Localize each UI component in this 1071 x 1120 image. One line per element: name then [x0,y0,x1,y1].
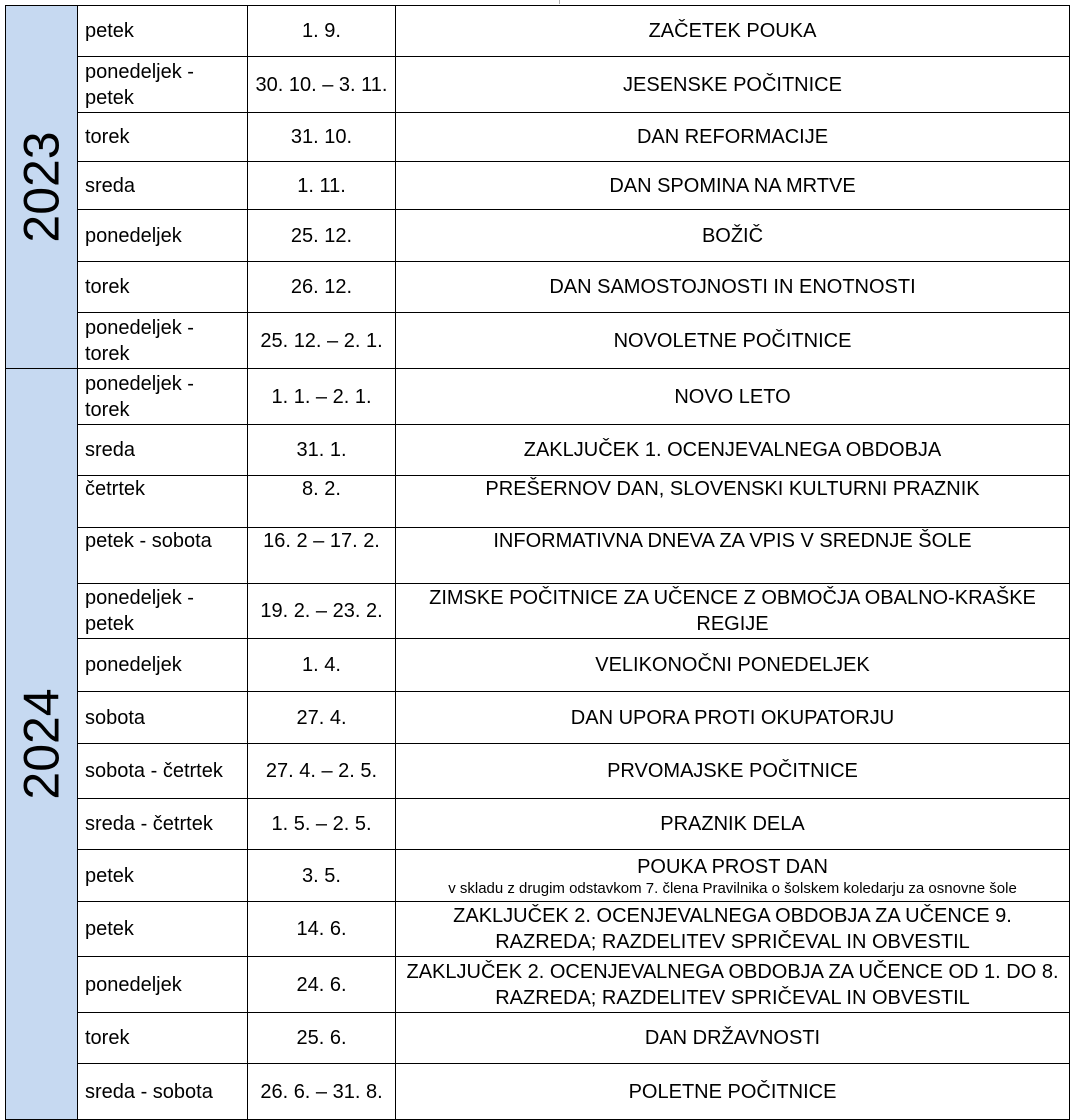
day-cell: petek [78,902,248,957]
date-cell: 1. 4. [248,639,396,692]
event-cell: ZAKLJUČEK 2. OCENJEVALNEGA OBDOBJA ZA UČENCE OD 1. DO 8. RAZREDA; RAZDELITEV SPRIČEVAL IN OBVESTIL [396,957,1070,1013]
school-calendar-table [5,5,1070,1120]
date-cell: 1. 9. [248,6,396,57]
day-cell: sreda [78,162,248,210]
table-row [6,313,1070,369]
day-cell: petek [78,6,248,57]
event-cell: PREŠERNOV DAN, SLOVENSKI KULTURNI PRAZNIK [396,476,1070,528]
event-cell [396,850,1070,902]
event-title: POUKA PROST DAN [637,856,828,878]
year-label: 2023 [13,131,70,243]
date-cell: 24. 6. [248,957,396,1013]
day-cell: četrtek [78,476,248,528]
date-cell: 14. 6. [248,902,396,957]
event-cell: NOVO LETO [396,369,1070,425]
date-cell: 31. 1. [248,425,396,476]
date-cell: 1. 11. [248,162,396,210]
date-cell: 19. 2. – 23. 2. [248,584,396,639]
table-row [6,902,1070,957]
day-cell: torek [78,262,248,313]
table-row [6,113,1070,162]
date-cell: 3. 5. [248,850,396,902]
day-cell: torek [78,1013,248,1064]
event-cell: ZIMSKE POČITNICE ZA UČENCE Z OBMOČJA OBALNO-KRAŠKE REGIJE [396,584,1070,639]
event-cell: ZAKLJUČEK 2. OCENJEVALNEGA OBDOBJA ZA UČENCE 9. RAZREDA; RAZDELITEV SPRIČEVAL IN OBVESTIL [396,902,1070,957]
event-cell: DAN REFORMACIJE [396,113,1070,162]
date-cell: 25. 12. – 2. 1. [248,313,396,369]
day-cell: sreda [78,425,248,476]
day-cell: petek - sobota [78,528,248,584]
date-cell: 1. 5. – 2. 5. [248,799,396,850]
day-cell: ponedeljek [78,210,248,262]
table-row [6,584,1070,639]
table-row [6,639,1070,692]
table-row [6,210,1070,262]
day-cell: petek [78,850,248,902]
event-cell: NOVOLETNE POČITNICE [396,313,1070,369]
table-row [6,6,1070,57]
table-row [6,1064,1070,1120]
event-cell: INFORMATIVNA DNEVA ZA VPIS V SREDNJE ŠOLE [396,528,1070,584]
year-cell-2023 [6,6,78,369]
date-cell: 30. 10. – 3. 11. [248,57,396,113]
date-cell: 27. 4. [248,692,396,744]
event-cell: POLETNE POČITNICE [396,1064,1070,1120]
date-cell: 31. 10. [248,113,396,162]
table-row [6,528,1070,584]
table-row [6,744,1070,799]
date-cell: 25. 6. [248,1013,396,1064]
table-row [6,262,1070,313]
date-cell: 25. 12. [248,210,396,262]
table-row [6,799,1070,850]
table-row [6,369,1070,425]
table-row [6,425,1070,476]
day-cell: sreda - sobota [78,1064,248,1120]
event-cell: PRAZNIK DELA [396,799,1070,850]
date-cell: 26. 6. – 31. 8. [248,1064,396,1120]
event-cell: DAN SPOMINA NA MRTVE [396,162,1070,210]
day-cell: ponedeljek - torek [78,313,248,369]
table-row [6,1013,1070,1064]
event-cell: BOŽIČ [396,210,1070,262]
day-cell: ponedeljek - petek [78,57,248,113]
date-cell: 16. 2 – 17. 2. [248,528,396,584]
day-cell: ponedeljek - torek [78,369,248,425]
day-cell: torek [78,113,248,162]
day-cell: sreda - četrtek [78,799,248,850]
event-cell: DAN UPORA PROTI OKUPATORJU [396,692,1070,744]
table-row [6,162,1070,210]
table-row [6,692,1070,744]
event-cell: JESENSKE POČITNICE [396,57,1070,113]
event-cell: VELIKONOČNI PONEDELJEK [396,639,1070,692]
table-row [6,476,1070,528]
year-cell-2024 [6,369,78,1120]
table-row [6,850,1070,902]
date-cell: 8. 2. [248,476,396,528]
table-row [6,957,1070,1013]
day-cell: ponedeljek [78,639,248,692]
date-cell: 27. 4. – 2. 5. [248,744,396,799]
day-cell: sobota - četrtek [78,744,248,799]
year-label: 2024 [13,688,70,800]
page-edge-mark [559,0,560,4]
day-cell: ponedeljek [78,957,248,1013]
date-cell: 1. 1. – 2. 1. [248,369,396,425]
day-cell: sobota [78,692,248,744]
date-cell: 26. 12. [248,262,396,313]
event-cell: ZAČETEK POUKA [396,6,1070,57]
event-note: v skladu z drugim odstavkom 7. člena Pravilnika o šolskem koledarju za osnovne šole [448,880,1017,897]
table-row [6,57,1070,113]
event-cell: DAN SAMOSTOJNOSTI IN ENOTNOSTI [396,262,1070,313]
event-cell: ZAKLJUČEK 1. OCENJEVALNEGA OBDOBJA [396,425,1070,476]
event-cell: PRVOMAJSKE POČITNICE [396,744,1070,799]
event-cell: DAN DRŽAVNOSTI [396,1013,1070,1064]
day-cell: ponedeljek - petek [78,584,248,639]
